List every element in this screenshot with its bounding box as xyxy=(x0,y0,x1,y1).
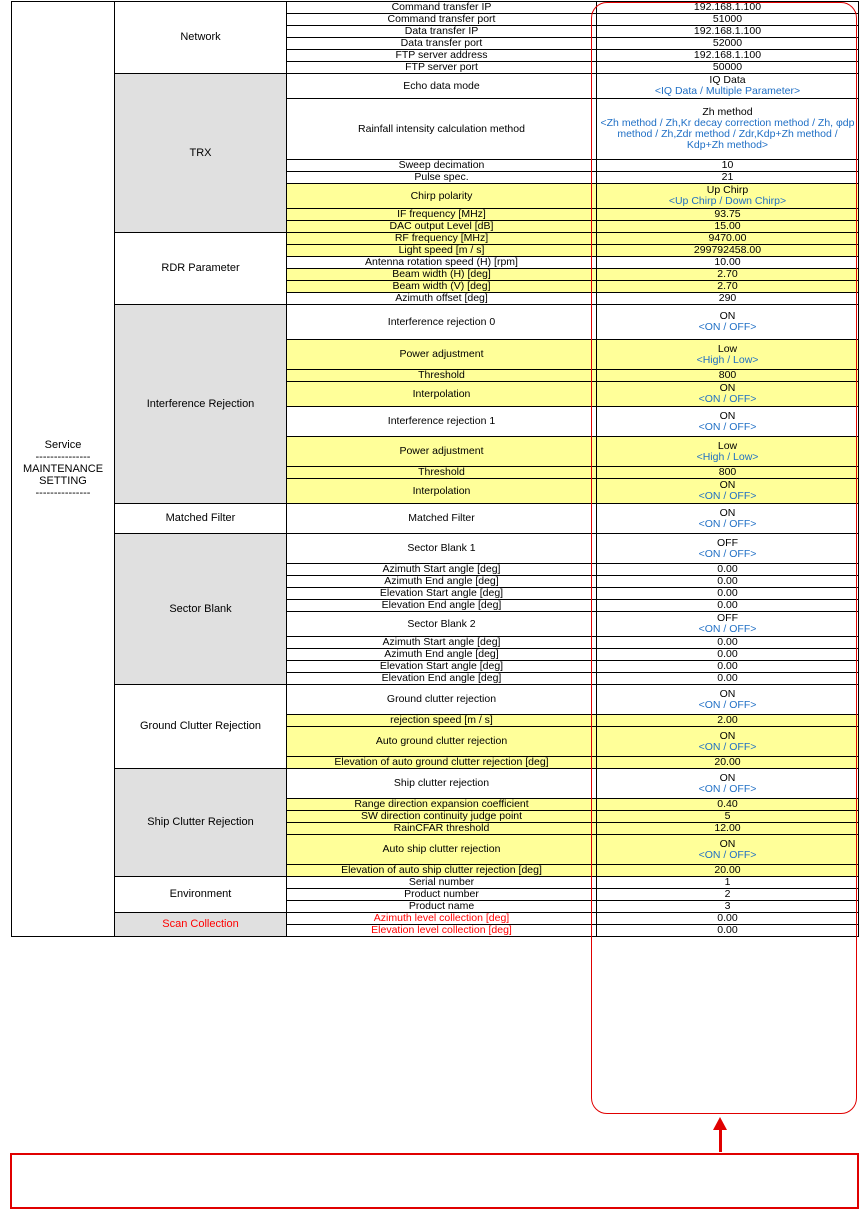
parameter-options: <ON / OFF> xyxy=(698,547,757,560)
parameter-name: Serial number xyxy=(287,877,597,889)
parameter-name: Interference rejection 1 xyxy=(287,407,597,437)
section-name: Ship Clutter Rejection xyxy=(115,769,287,877)
parameter-value: 2.00 xyxy=(717,714,738,726)
section-name: RDR Parameter xyxy=(115,233,287,305)
parameter-value: 9470.00 xyxy=(708,232,747,244)
parameter-value: 3 xyxy=(724,900,731,912)
parameter-value: 0.40 xyxy=(717,798,738,810)
root-category-line4: SETTING xyxy=(39,475,87,487)
parameter-value: 0.00 xyxy=(717,636,738,648)
parameter-value: 10.00 xyxy=(714,256,741,268)
parameter-name: Sector Blank 1 xyxy=(287,534,597,564)
parameter-value: ON xyxy=(719,687,736,700)
parameter-value: ON xyxy=(719,409,736,422)
parameter-options: <ON / OFF> xyxy=(698,698,757,711)
section-name: Ground Clutter Rejection xyxy=(115,685,287,769)
parameter-options: <ON / OFF> xyxy=(698,490,757,502)
parameter-name: IF frequency [MHz] xyxy=(287,209,597,221)
parameter-name: Threshold xyxy=(287,370,597,382)
parameter-value: 20.00 xyxy=(714,756,741,768)
parameter-name: SW direction continuity judge point xyxy=(287,811,597,823)
parameter-value: ON xyxy=(719,506,736,519)
parameter-name: Pulse spec. xyxy=(287,172,597,184)
section-name: Matched Filter xyxy=(115,504,287,534)
parameter-name: Elevation of auto ground clutter rejection [deg] xyxy=(287,757,597,769)
parameter-name: Data transfer IP xyxy=(287,26,597,38)
root-category-line3: MAINTENANCE xyxy=(22,463,104,475)
parameter-options: <High / Low> xyxy=(696,450,759,463)
parameter-name: RainCFAR threshold xyxy=(287,823,597,835)
parameter-value: 0.00 xyxy=(717,575,738,587)
parameter-value: 50000 xyxy=(712,61,743,73)
parameter-value: 10 xyxy=(721,159,734,171)
parameter-name: Range direction expansion coefficient xyxy=(287,799,597,811)
parameter-value: IQ Data xyxy=(709,74,746,86)
parameter-name: Rainfall intensity calculation method xyxy=(287,99,597,160)
parameter-name: Beam width (H) [deg] xyxy=(287,269,597,281)
parameter-options: <ON / OFF> xyxy=(698,517,757,530)
parameter-value: Low xyxy=(717,439,738,452)
parameter-value: ON xyxy=(719,729,736,742)
arrow-shaft xyxy=(719,1129,722,1152)
parameter-value: 1 xyxy=(724,876,731,888)
parameter-options: <Zh method / Zh,Kr decay correction method / Zh, φdp method / Zh,Zdr method / Zdr,Kdp+Zh method / Kdp+Zh method> xyxy=(600,117,855,151)
parameter-value: 0.00 xyxy=(717,599,738,611)
parameter-name: RF frequency [MHz] xyxy=(287,233,597,245)
parameter-name: Sector Blank 2 xyxy=(287,612,597,637)
parameter-name: Auto ground clutter rejection xyxy=(287,727,597,757)
parameter-name: FTP server port xyxy=(287,62,597,74)
parameter-name: Azimuth offset [deg] xyxy=(287,293,597,305)
parameter-value: 192.168.1.100 xyxy=(693,49,762,61)
root-category-line2: --------------- xyxy=(35,451,91,463)
parameter-value: 2 xyxy=(724,888,731,900)
parameter-name: Elevation Start angle [deg] xyxy=(287,588,597,600)
parameter-name: rejection speed [m / s] xyxy=(287,715,597,727)
parameter-value: 0.00 xyxy=(717,672,738,684)
parameter-value: 800 xyxy=(718,466,737,478)
parameter-name: Ship clutter rejection xyxy=(287,769,597,799)
parameter-options: <ON / OFF> xyxy=(698,848,757,861)
parameter-value: 800 xyxy=(718,369,737,381)
parameter-value: 299792458.00 xyxy=(693,244,762,256)
parameter-options: <ON / OFF> xyxy=(698,623,757,635)
parameter-name: Data transfer port xyxy=(287,38,597,50)
parameter-name: Azimuth End angle [deg] xyxy=(287,649,597,661)
parameter-name: Product number xyxy=(287,889,597,901)
parameter-value: 0.00 xyxy=(717,648,738,660)
parameter-name: Elevation End angle [deg] xyxy=(287,600,597,612)
parameter-name: Chirp polarity xyxy=(287,184,597,209)
parameter-name: Light speed [m / s] xyxy=(287,245,597,257)
parameter-value: 192.168.1.100 xyxy=(693,25,762,37)
parameter-value: ON xyxy=(719,479,736,491)
parameter-name: Command transfer IP xyxy=(287,2,597,14)
parameter-value: 52000 xyxy=(712,37,743,49)
parameter-value: 0.00 xyxy=(717,563,738,575)
parameter-value: ON xyxy=(719,382,736,394)
value-column-highlight xyxy=(591,2,857,1114)
parameter-value: 0.00 xyxy=(717,587,738,599)
parameter-name: Matched Filter xyxy=(287,504,597,534)
parameter-value: 0.00 xyxy=(717,660,738,672)
parameter-value: 5 xyxy=(724,810,731,822)
parameter-name: Antenna rotation speed (H) [rpm] xyxy=(287,257,597,269)
parameter-name: Azimuth Start angle [deg] xyxy=(287,564,597,576)
parameter-name: Ground clutter rejection xyxy=(287,685,597,715)
parameter-name: Interpolation xyxy=(287,479,597,504)
root-category-line1: Service xyxy=(44,439,82,451)
parameter-name: Azimuth Start angle [deg] xyxy=(287,637,597,649)
section-name: TRX xyxy=(115,74,287,233)
parameter-value: 51000 xyxy=(712,13,743,25)
section-name: Sector Blank xyxy=(115,534,287,685)
parameter-value: ON xyxy=(719,771,736,784)
parameter-name: Interference rejection 0 xyxy=(287,305,597,340)
parameter-value: 93.75 xyxy=(714,208,741,220)
parameter-value: 12.00 xyxy=(714,822,741,834)
parameter-name: Elevation of auto ship clutter rejection [deg] xyxy=(287,865,597,877)
parameter-value: ON xyxy=(719,837,736,850)
parameter-name: Sweep decimation xyxy=(287,160,597,172)
parameter-value: 192.168.1.100 xyxy=(693,1,762,13)
parameter-name: Elevation level collection [deg] xyxy=(287,925,597,937)
section-name: Network xyxy=(115,2,287,74)
parameter-options: <ON / OFF> xyxy=(698,393,757,405)
parameter-name: Azimuth level collection [deg] xyxy=(287,913,597,925)
parameter-options: <High / Low> xyxy=(696,353,759,366)
root-category-cell xyxy=(12,2,115,937)
parameter-value: OFF xyxy=(717,536,738,549)
parameter-name: DAC output Level [dB] xyxy=(287,221,597,233)
parameter-name: Echo data mode xyxy=(287,74,597,99)
parameter-value: 0.00 xyxy=(717,924,738,936)
parameter-name: Beam width (V) [deg] xyxy=(287,281,597,293)
parameter-options: <ON / OFF> xyxy=(698,740,757,753)
parameter-value: 21 xyxy=(721,171,734,183)
parameter-value: 2.70 xyxy=(717,268,738,280)
parameter-options: <ON / OFF> xyxy=(698,782,757,795)
parameter-name: Command transfer port xyxy=(287,14,597,26)
parameter-options: <Up Chirp / Down Chirp> xyxy=(668,195,787,207)
parameter-value: 0.00 xyxy=(717,912,738,924)
parameter-options: <IQ Data / Multiple Parameter> xyxy=(654,85,801,97)
parameter-value: Up Chirp xyxy=(706,184,749,196)
parameter-value: Low xyxy=(717,342,738,355)
section-name: Scan Collection xyxy=(115,913,287,937)
parameter-name: Elevation End angle [deg] xyxy=(287,673,597,685)
parameter-name: Threshold xyxy=(287,467,597,479)
parameter-name: Power adjustment xyxy=(287,437,597,467)
parameter-value: 290 xyxy=(718,292,737,304)
parameter-value: ON xyxy=(719,310,736,322)
parameter-name: Power adjustment xyxy=(287,340,597,370)
parameter-value: OFF xyxy=(717,612,738,624)
annotation-box xyxy=(10,1153,859,1209)
parameter-name: FTP server address xyxy=(287,50,597,62)
parameter-options: <ON / OFF> xyxy=(698,321,757,333)
parameter-options: <ON / OFF> xyxy=(698,420,757,433)
section-name: Interference Rejection xyxy=(115,305,287,504)
parameter-value: Zh method xyxy=(702,106,753,118)
parameter-value: 20.00 xyxy=(714,864,741,876)
parameter-value: 15.00 xyxy=(714,220,741,232)
parameter-name: Interpolation xyxy=(287,382,597,407)
parameter-name: Azimuth End angle [deg] xyxy=(287,576,597,588)
parameter-name: Elevation Start angle [deg] xyxy=(287,661,597,673)
root-category-line5: --------------- xyxy=(35,487,91,499)
parameter-name: Product name xyxy=(287,901,597,913)
parameter-value: 2.70 xyxy=(717,280,738,292)
section-name: Environment xyxy=(115,877,287,913)
parameter-name: Auto ship clutter rejection xyxy=(287,835,597,865)
